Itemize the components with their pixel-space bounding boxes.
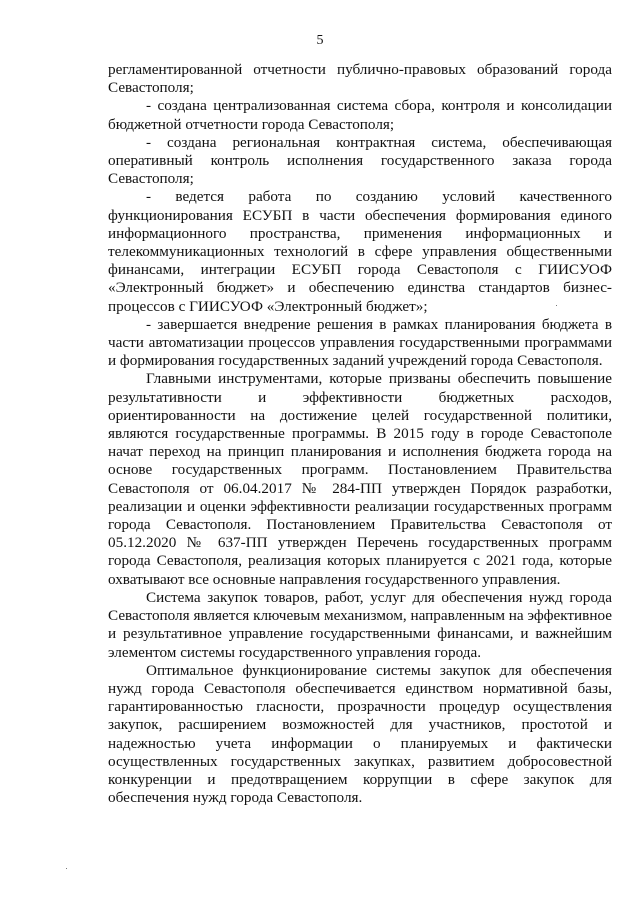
document-body: [108, 61, 612, 807]
page-number: 5: [316, 33, 324, 48]
paragraph-continuation: регламентированной отчетности публично-правовых образований города Севастополя;: [108, 61, 612, 97]
paragraph-state-programs: Главными инструментами, которые призваны обеспечить повышение результативности и эффективности бюджетных расходов, ориентированности на достижение целей государственной политики, являются государственные программы. В 2015 году в городе Севастополе начат переход на принцип планирования и исполнения бюджета города на основе государственных программ. Постановлением Правительства Севастополя от 06.04.2017 № 284-ПП утвержден Порядок разработки, реализации и оценки эффективности реализации государственных программ города Севастополя. Постановлением Правительства Севастополя от 05.12.2020 № 637-ПП утвержден Перечень государственных программ города Севастополя, реализация которых планируется с 2021 года, которые охватывают все основные направления государственного управления.: [108, 370, 612, 588]
list-item-planning-solution: - завершается внедрение решения в рамках планирования бюджета в части автоматизации процессов управления государственными программами и формирования государственных заданий учреждений города Севастополя.: [108, 315, 612, 370]
paragraph-procurement-functioning: Оптимальное функционирование системы закупок для обеспечения нужд города Севастополя обеспечивается единством нормативной базы, гарантированностью гласности, прозрачности процедур осуществления закупок, расширением возможностей для участников, простотой и надежностью учета информации о планируемых и фактически осуществленных государственных закупках, развитием добросовестной конкуренции и предотвращением коррупции в сфере закупок для обеспечения нужд города Севастополя.: [108, 661, 612, 807]
scan-speck: [556, 305, 557, 306]
list-item-contract-system: - создана региональная контрактная система, обеспечивающая оперативный контроль исполнения государственного заказа города Севастополя;: [108, 133, 612, 188]
scan-speck: [66, 868, 67, 869]
list-item-reporting-system: - создана централизованная система сбора, контроля и консолидации бюджетной отчетности города Севастополя;: [108, 97, 612, 133]
list-item-esubp-work: - ведется работа по созданию условий качественного функционирования ЕСУБП в части обеспечения формирования единого информационного пространства, применения информационных и телекоммуникационных технологий в сфере управления общественными финансами, интеграции ЕСУБП города Севастополя с ГИИСУОФ «Электронный бюджет» и обеспечению единства стандартов бизнес-процессов с ГИИСУОФ «Электронный бюджет»;: [108, 188, 612, 315]
paragraph-procurement-system: Система закупок товаров, работ, услуг для обеспечения нужд города Севастополя является ключевым механизмом, направленным на эффективное и результативное управление государственными финансами, и важнейшим элементом системы государственного управления города.: [108, 588, 612, 661]
